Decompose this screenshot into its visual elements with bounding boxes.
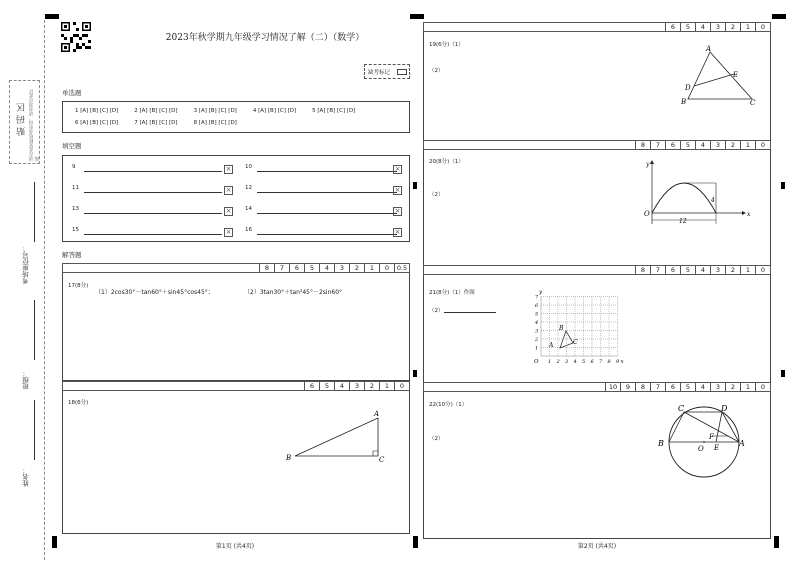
score-cell[interactable]: 8 [635,141,650,149]
y-tick-label: 4 [535,320,539,326]
seat-field-line [34,182,35,242]
score-cell[interactable]: 1 [740,383,755,391]
q22-circle-figure [654,398,758,484]
q22-label-c: C [678,404,685,413]
y-tick-label: 1 [535,345,539,352]
x-tick-label: 4 [573,359,577,365]
cancel-mark-box[interactable]: × [394,228,401,236]
x-tick-label: 5 [582,359,586,365]
x-tick-label: 3 [565,359,569,365]
q22-label-a: A [739,439,745,448]
score-cell[interactable]: 5 [304,264,319,272]
score-cell[interactable]: 2 [364,382,379,390]
q21-score-row [423,265,771,275]
x-tick-label: 9 [616,359,620,365]
cancel-mark-box[interactable]: × [225,186,232,194]
q19-label-e: E [733,71,739,79]
q20-label-width: 12 [679,218,687,225]
q21-part2: （2） [429,308,444,314]
blank-number: 12 [245,185,252,191]
q19-part2: （2） [429,68,444,74]
x-tick-label: 6 [590,359,594,365]
timing-mark [413,536,418,548]
q18-label-c: C [379,456,385,464]
q19-label-a: A [706,45,712,53]
q20-label: 20(8分)（1） [429,159,464,165]
q21-grid-figure [527,286,633,370]
timing-mark [413,370,417,377]
score-cell[interactable]: 3 [710,383,725,391]
q21-label-a: A [549,342,554,349]
y-tick-label: 5 [535,311,539,318]
q22-score-row [423,382,771,392]
blank-answer-line[interactable] [257,171,397,172]
q17-part1: （1）2cos30°－tan60°＋sin45°cos45°； [95,289,214,296]
score-cell[interactable]: 3 [710,141,725,149]
y-tick-label: 6 [535,303,539,309]
class-field-label: 班级： [22,370,30,390]
score-cell[interactable]: 4 [695,23,710,31]
q19-label-b: B [681,98,687,106]
cancel-mark-box[interactable]: × [394,207,401,215]
axis-label: y [539,289,543,296]
cancel-mark-box[interactable]: × [394,186,401,194]
score-cell[interactable]: 6 [665,141,680,149]
score-cell[interactable]: 4 [334,382,349,390]
blank-number: 14 [245,206,252,212]
y-tick-label: 2 [535,337,539,343]
score-cell[interactable]: 7 [274,264,289,272]
score-cell[interactable]: 7 [650,141,665,149]
q20-parabola-figure [642,158,754,230]
choice-q2[interactable]: 2 [A] [B] [C] [D] [134,108,178,114]
q20-label-y: y [646,161,650,168]
score-cell[interactable]: 3 [349,382,364,390]
score-cell[interactable]: 0 [755,383,770,391]
absent-mark-checkbox[interactable] [397,69,407,75]
blank-answer-line[interactable] [257,234,397,235]
score-cell[interactable]: 2 [725,23,740,31]
name-field-line [34,400,35,460]
score-cell[interactable]: 7 [650,383,665,391]
q20-label-height: 4 [711,197,715,204]
q21-label: 21(8分)（1）作图 [429,290,475,296]
q17-box [62,263,410,381]
q20-label-o: O [644,210,650,218]
class-field-line [34,300,35,360]
score-cell[interactable]: 6 [665,23,680,31]
section-title-single-choice: 单选题 [62,89,82,97]
score-cell[interactable]: 6 [665,383,680,391]
score-cell[interactable]: 5 [319,382,334,390]
q18-triangle-figure [283,406,393,464]
q20-label-x: x [747,211,751,218]
timing-mark [413,182,417,189]
score-cell[interactable]: 0 [755,141,770,149]
q18-label-a: A [374,410,380,418]
score-cell[interactable]: 1 [364,264,379,272]
score-cell[interactable]: 1 [740,266,755,274]
choice-q1[interactable]: 1 [A] [B] [C] [D] [75,108,119,114]
score-cell[interactable]: 3 [710,23,725,31]
cancel-mark-box[interactable]: × [225,228,232,236]
q18-label-b: B [286,454,292,462]
blank-answer-line[interactable] [84,213,222,214]
q20-score-row [423,140,771,150]
x-tick-label: 1 [548,359,552,365]
score-cell[interactable]: 4 [695,383,710,391]
score-cell[interactable]: 6 [304,382,319,390]
x-tick-label: 8 [607,359,611,365]
sticker-area [9,80,40,164]
blank-answer-line[interactable] [84,234,222,235]
binding-line [44,20,45,560]
absent-mark-box [364,64,410,79]
q22-label-e: E [714,444,720,452]
q17-label: 17(8分) [68,283,89,289]
timing-mark [52,536,57,548]
score-cell[interactable]: 7 [650,266,665,274]
score-cell[interactable]: 8 [635,383,650,391]
footer-page2: 第2页 (共4页) [577,543,617,550]
score-cell[interactable]: 4 [695,266,710,274]
page-title: 2023年秋学期九年级学习情况了解（二）（数学） [165,33,365,43]
fill-blank-box [62,155,410,242]
score-cell[interactable]: 9 [620,383,635,391]
timing-mark [781,182,785,189]
score-cell[interactable]: 0 [755,23,770,31]
timing-mark [410,14,424,19]
q22-part2: （2） [429,436,444,442]
x-tick-label: 2 [556,359,560,365]
q22-label-o: O [698,445,704,453]
qr-code [61,22,91,52]
score-cell[interactable]: 5 [680,266,695,274]
sticker-note: 请在此处粘贴条形码，请勿超出此区域 [29,89,40,161]
q21-answer-blank[interactable] [444,312,496,313]
single-choice-box [62,101,410,133]
y-tick-label: 7 [535,294,539,301]
timing-mark [772,14,786,19]
score-cell[interactable]: 2 [349,264,364,272]
score-cell[interactable]: 3 [710,266,725,274]
axis-label: x [620,359,624,365]
choice-q7[interactable]: 7 [A] [B] [C] [D] [134,120,178,126]
choice-q3[interactable]: 3 [A] [B] [C] [D] [193,108,237,114]
score-cell[interactable]: 2 [725,266,740,274]
q22-label-b: B [658,439,664,448]
q18-label: 18(6分) [68,400,89,406]
q20-part2: （2） [429,192,444,198]
q17-score-row [62,263,410,273]
q22-label-d: D [721,404,728,413]
blank-number: 11 [72,185,79,191]
blank-answer-line[interactable] [84,192,222,193]
score-cell[interactable]: 1 [379,382,394,390]
q19-label: 19(6分)（1） [429,42,464,48]
score-cell[interactable]: 6 [289,264,304,272]
axis-label: O [534,359,539,365]
seat-field-label: 考场座位号： [22,245,30,284]
score-cell[interactable]: 8 [259,264,274,272]
cancel-mark-box[interactable]: × [225,165,232,173]
blank-number: 9 [72,164,76,170]
score-cell[interactable]: 2 [725,383,740,391]
x-tick-label: 7 [599,359,603,365]
q21-label-b: B [559,325,564,332]
q17-part2: （2）3tan30°＋tan²45°－2sin60° [244,289,343,296]
footer-page1: 第1页 (共4页) [215,543,255,550]
score-cell[interactable]: 8 [635,266,650,274]
q19-label-c: C [750,99,756,106]
timing-mark [781,370,785,377]
choice-q6[interactable]: 6 [A] [B] [C] [D] [75,120,119,126]
q22-label-f: F [709,433,714,441]
score-cell[interactable]: 3 [334,264,349,272]
score-cell[interactable]: 0 [394,382,409,390]
score-cell[interactable]: 2 [725,141,740,149]
score-cell[interactable]: 4 [695,141,710,149]
score-cell[interactable]: 0 [755,266,770,274]
blank-number: 10 [245,164,252,170]
blank-number: 13 [72,206,79,212]
blank-number: 16 [245,227,252,233]
score-cell[interactable]: 10 [605,383,620,391]
score-cell[interactable]: 4 [319,264,334,272]
q18-score-row [62,381,410,391]
sticker-title: 贴 码 区 [17,103,27,136]
q22-label: 22(10分)（1） [429,402,468,408]
score-cell[interactable]: 1 [740,23,755,31]
score-cell[interactable]: 5 [680,23,695,31]
q19-triangle-figure [680,44,762,106]
y-tick-label: 3 [535,328,539,335]
q19-label-d: D [685,84,691,92]
section-title-fill-blank: 填空题 [62,142,82,150]
cancel-mark-box[interactable]: × [394,165,401,173]
score-cell[interactable]: 0.5 [394,264,409,272]
timing-mark [45,14,59,19]
choice-q5[interactable]: 5 [A] [B] [C] [D] [312,108,356,114]
q21-label-c: C [573,339,578,346]
absent-mark-label: 缺考标记 [368,70,391,76]
blank-answer-line[interactable] [257,192,397,193]
score-cell[interactable]: 5 [680,383,695,391]
score-cell[interactable]: 6 [665,266,680,274]
section-title-answers: 解答题 [62,251,82,259]
blank-answer-line[interactable] [257,213,397,214]
choice-q4[interactable]: 4 [A] [B] [C] [D] [252,108,297,114]
choice-q8[interactable]: 8 [A] [B] [C] [D] [193,120,237,126]
score-cell[interactable]: 0 [379,264,394,272]
score-cell[interactable]: 5 [680,141,695,149]
name-field-label: 姓名： [22,467,30,487]
cancel-mark-box[interactable]: × [225,207,232,215]
score-cell[interactable]: 1 [740,141,755,149]
blank-answer-line[interactable] [84,171,222,172]
blank-number: 15 [72,227,79,233]
q19-score-row [423,22,771,32]
timing-mark [774,536,779,548]
